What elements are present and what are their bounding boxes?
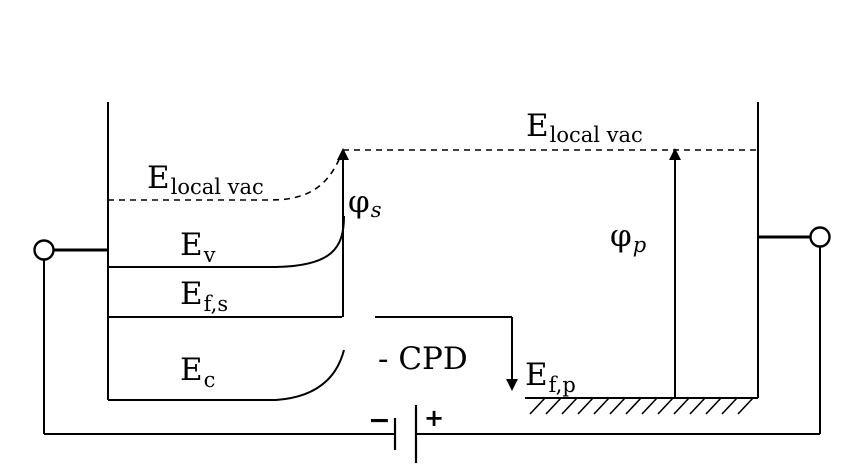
- contact-potential-label: - CPD: [378, 341, 468, 377]
- left-terminal[interactable]: [35, 241, 54, 260]
- sample-conduction-band-curve: [276, 350, 344, 400]
- probe-local-vacuum-label: Elocal vac: [526, 108, 643, 147]
- conduction-band-label: Ec: [180, 352, 216, 392]
- sample-local-vacuum-label: Elocal vac: [147, 160, 264, 199]
- valence-band-curve: [108, 216, 344, 267]
- sample-fermi-label: Ef,s: [180, 276, 229, 316]
- battery-negative-label: −: [368, 405, 391, 436]
- probe-fermi-label: Ef,p: [525, 357, 576, 397]
- battery-positive-label: +: [424, 404, 445, 432]
- probe-hatching: [530, 398, 753, 414]
- probe-work-function-label: φp: [610, 218, 647, 257]
- right-terminal[interactable]: [811, 228, 830, 247]
- valence-band-label: Ev: [180, 227, 216, 267]
- sample-work-function-label: φs: [348, 184, 382, 222]
